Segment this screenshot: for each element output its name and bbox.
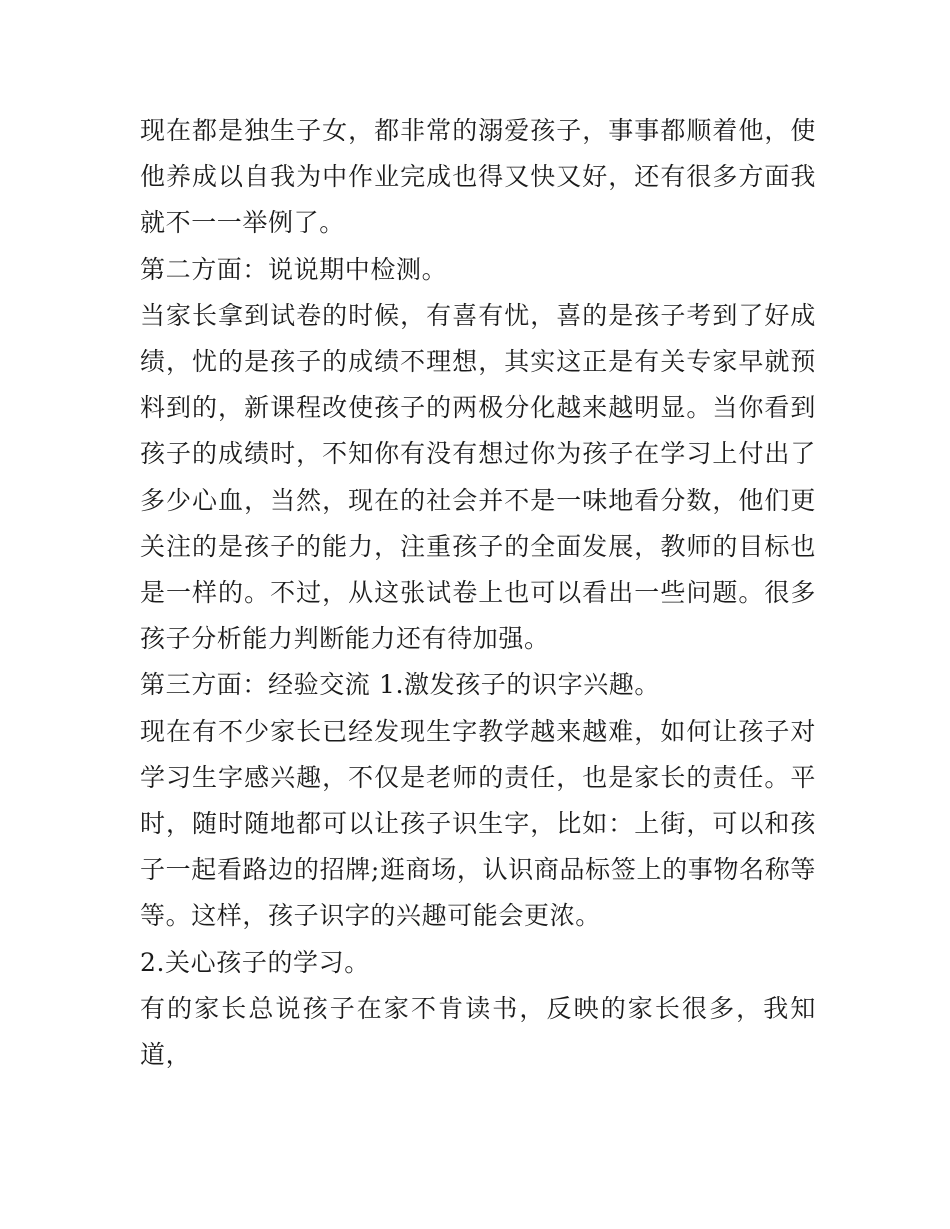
heading-section-three: 第三方面：经验交流 1.激发孩子的识字兴趣。 <box>140 670 661 700</box>
paragraph-reading: 有的家长总说孩子在家不肯读书，反映的家长很多，我知道， <box>140 993 816 1070</box>
paragraph-intro: 现在都是独生子女，都非常的溺爱孩子，事事都顺着他，使他养成以自我为中作业完成也得又快又好，还有很多方面我就不一一举例了。 <box>140 116 816 238</box>
paragraph-literacy: 现在有不少家长已经发现生字教学越来越难，如何让孩子对学习生字感兴趣，不仅是老师的责任，也是家长的责任。平时，随时随地都可以让孩子识生字，比如：上街，可以和孩子一起看路边的招牌;逛商场，认识商品标签上的事物名称等等。这样，孩子识字的兴趣可能会更浓。 <box>140 716 816 931</box>
heading-care-learning: 2.关心孩子的学习。 <box>140 947 370 977</box>
document-body <box>140 108 816 1078</box>
paragraph-midterm: 当家长拿到试卷的时候，有喜有忧，喜的是孩子考到了好成绩，忧的是孩子的成绩不理想，其实这正是有关专家早就预料到的，新课程改使孩子的两极分化越来越明显。当你看到孩子的成绩时，不知你有没有想过你为孩子在学习上付出了多少心血，当然，现在的社会并不是一味地看分数，他们更关注的是孩子的能力，注重孩子的全面发展，教师的目标也是一样的。不过，从这张试卷上也可以看出一些问题。很多孩子分析能力判断能力还有待加强。 <box>140 300 816 654</box>
heading-section-two: 第二方面：说说期中检测。 <box>140 254 448 284</box>
